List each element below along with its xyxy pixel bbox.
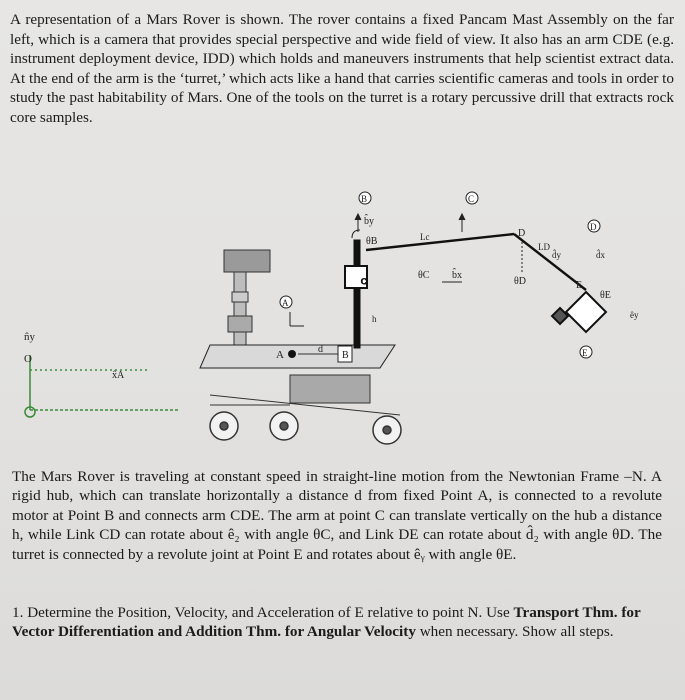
by-arrow [352, 214, 361, 238]
frame-a-triad [290, 312, 304, 326]
d-label: d [318, 344, 323, 355]
question-lead: Determine the Position, Velocity, and Acceleration of E relative to point N. Use [27, 604, 510, 621]
by-label: b̂y [364, 216, 374, 227]
hub-post [345, 240, 367, 348]
question-bold: Transport Thm. for Vector Differentiation and Addition Thm. for Angular Velocity [12, 604, 641, 641]
point-b-label: B [342, 350, 349, 361]
theta-e-label: θE [600, 290, 611, 301]
theta-b-label: θB [366, 236, 378, 247]
question-number: 1. [12, 604, 24, 621]
point-d-label: D [518, 228, 526, 239]
rover-deck [200, 345, 395, 368]
ey-label: êy [630, 310, 639, 320]
pancam-mast [224, 250, 270, 352]
arm-cde [366, 234, 586, 290]
svg-text:B: B [361, 194, 368, 204]
description-paragraph [12, 467, 662, 564]
c-pivot-axis [459, 214, 465, 232]
marker-e [580, 346, 592, 358]
question-1 [12, 603, 662, 642]
rover-wheels [210, 412, 401, 444]
lc-label: Lc [420, 232, 430, 242]
xa-label: x̂A [112, 370, 125, 381]
h-label: h [372, 314, 377, 324]
question-tail: when necessary. Show all steps. [419, 623, 614, 641]
dy-label: d̂y [552, 250, 561, 260]
ny-label: n̂y [24, 331, 35, 343]
svg-text:C: C [361, 277, 367, 286]
intro-paragraph: A representation of a Mars Rover is shown. The rover contains a fixed Pancam Mast Assembly on the far left, which is a camera that provides special perspective and wide field of view. It also has an arm CDE (e.g. instrument deployment device, IDD) which holds and maneuvers instruments that help scientist extract data. At the end of the arm is the ‘turret,’ which acts like a hand that carries scientific cameras and tools in order to study the past habitability of Mars. One of the tools on the turret is a rotary percussive drill that extracts rock core samples. [10, 11, 674, 126]
ld-label: LD [538, 242, 550, 252]
marker-b [359, 192, 371, 204]
rover-figure [0, 180, 685, 455]
turret [552, 292, 606, 332]
origin-label: O [24, 353, 32, 365]
marker-c [466, 192, 478, 204]
theta-c-label: θC [418, 270, 430, 281]
svg-text:C: C [468, 194, 475, 204]
point-a-label: A [276, 349, 284, 361]
point-a-dot [288, 350, 296, 358]
rover-chassis [210, 375, 400, 415]
theta-d-label: θD [514, 276, 527, 287]
marker-a [280, 296, 292, 308]
description-text: The Mars Rover is traveling at constant speed in straight-line motion from the Newtonian Frame –N. A rigid hub, which can translate horizontally a distance d from fixed Point A, is connected to a revolute motor at Point B and connects arm CDE. The arm at point C can translate vertically on the hub a distance h, while Link CD can rotate about ê₂ with angle θC, and Link DE can rotate about d̂₂ with angle θD. The turret is connected by a revolute joint at Point E and rotates about êᵧ with angle θE. [12, 468, 662, 563]
svg-text:E: E [582, 348, 588, 358]
svg-text:A: A [282, 298, 289, 308]
marker-d [588, 220, 600, 232]
bx-label: b̂x [452, 270, 462, 281]
svg-text:D: D [590, 222, 597, 232]
dx-label: d̂x [596, 250, 605, 260]
newtonian-frame [25, 355, 180, 417]
point-e-label: E [576, 280, 583, 291]
